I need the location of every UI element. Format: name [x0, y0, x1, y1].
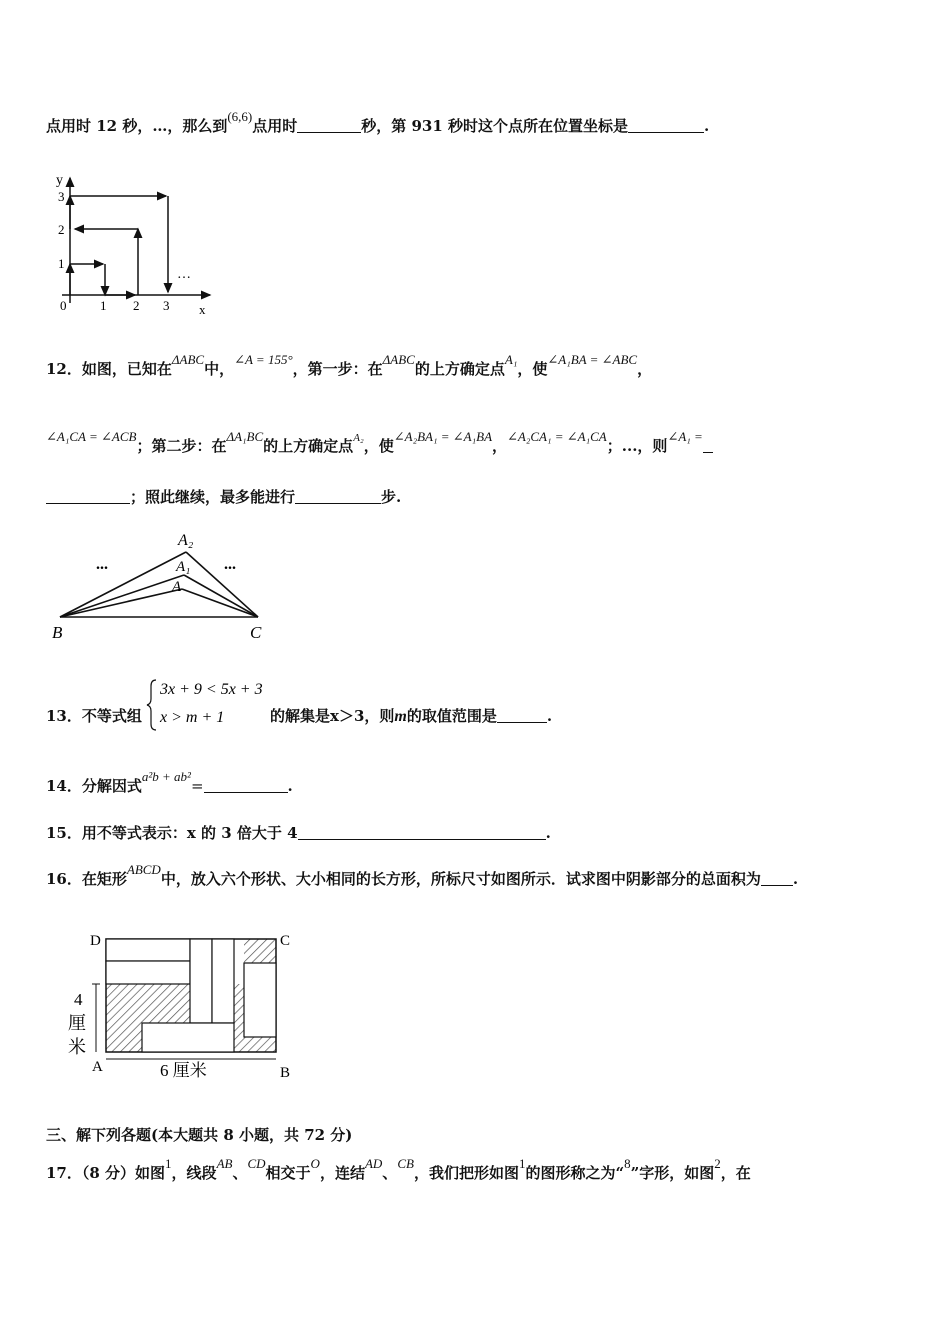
- ineq-1: 3x + 9 < 5x + 3: [160, 681, 263, 698]
- y-tick-1: 1: [58, 256, 65, 271]
- q11-graph: [50, 168, 220, 318]
- q15-line: 15．用不等式表示：x 的 3 倍大于 4 .: [46, 824, 551, 842]
- walk-path: [70, 196, 168, 295]
- q11-blank-2[interactable]: [628, 118, 704, 133]
- graph-dots: …: [177, 267, 191, 282]
- q16-figure: [60, 925, 310, 1085]
- q12-line-2: ∠A₁CA = ∠ACB；第二步：在ΔA₁BC的上方确定点$^{A_2}$，使∠A₂BA₁ = ∠A₁BA，∠A₂CA₁ = ∠A₁CA；...，则∠A₁ =: [46, 435, 713, 456]
- x-label: x: [199, 302, 206, 317]
- q13-line: 13．不等式组: [46, 707, 142, 725]
- q13-system: [146, 676, 276, 734]
- q12-blank-2[interactable]: [295, 489, 381, 504]
- shaded-top-right: [244, 939, 276, 963]
- label-width: 6 厘米: [160, 1061, 207, 1080]
- q11-point: (6,6): [227, 109, 253, 124]
- y-tick-2: 2: [58, 222, 65, 237]
- q14-blank[interactable]: [204, 778, 288, 793]
- dots-left: ...: [96, 556, 108, 573]
- y-label: y: [56, 173, 63, 188]
- q16-blank[interactable]: [761, 871, 793, 886]
- label-a: A: [172, 579, 182, 595]
- label-unit-1: 厘: [68, 1013, 86, 1033]
- label-c: C: [250, 623, 262, 642]
- q16-line: 16．在矩形ABCD中，放入六个形状、大小相同的长方形，所标尺寸如图所示．试求图中阴影部分的总面积为 .: [46, 862, 799, 888]
- label-unit-2: 米: [68, 1037, 86, 1057]
- q12-line-1: 12．如图，已知在ΔABC中，∠A = 155°，第一步：在ΔABC的上方确定点A₁，使∠A₁BA = ∠ABC，: [46, 352, 653, 378]
- q11-line: 点用时 12 秒，…，那么到(6,6)点用时 秒，第 931 秒时这个点所在位置坐标是 .: [46, 109, 710, 135]
- dots-right: ...: [224, 556, 236, 573]
- ineq-2: x > m + 1: [160, 709, 225, 726]
- label-b: B: [280, 1065, 291, 1081]
- label-d: D: [90, 933, 101, 949]
- q12-figure: [46, 525, 286, 645]
- label-b: B: [52, 623, 63, 642]
- q11-blank-1[interactable]: [297, 118, 361, 133]
- q14-line: 14．分解因式a²b + ab²= .: [46, 769, 293, 795]
- label-c: C: [280, 933, 291, 949]
- label-a1: A₁: [176, 559, 191, 575]
- q12-blank-1[interactable]: [46, 489, 130, 504]
- q13-line-rest: 的解集是x＞3，则m的取值范围是 .: [270, 707, 553, 725]
- label-height: 4: [74, 990, 83, 1009]
- x-tick-3: 3: [163, 298, 170, 313]
- x-tick-2: 2: [133, 298, 140, 313]
- q17-line: 17．（8 分）如图1，线段AB、CD相交于O，连结AD、CB，我们把形如图1的图形称之为“8”字形，如图2，在: [46, 1156, 751, 1182]
- q12-line-3: ；照此继续，最多能进行 步.: [46, 486, 401, 507]
- section-title: 三、解下列各题(本大题共 8 小题，共 72 分): [46, 1126, 353, 1144]
- label-a: A: [92, 1059, 103, 1075]
- y-tick-3: 3: [58, 189, 65, 204]
- q13-blank[interactable]: [497, 708, 547, 723]
- origin-label: 0: [60, 298, 67, 313]
- q15-blank[interactable]: [298, 825, 546, 840]
- label-a2: A₂: [178, 532, 194, 549]
- x-tick-1: 1: [100, 298, 107, 313]
